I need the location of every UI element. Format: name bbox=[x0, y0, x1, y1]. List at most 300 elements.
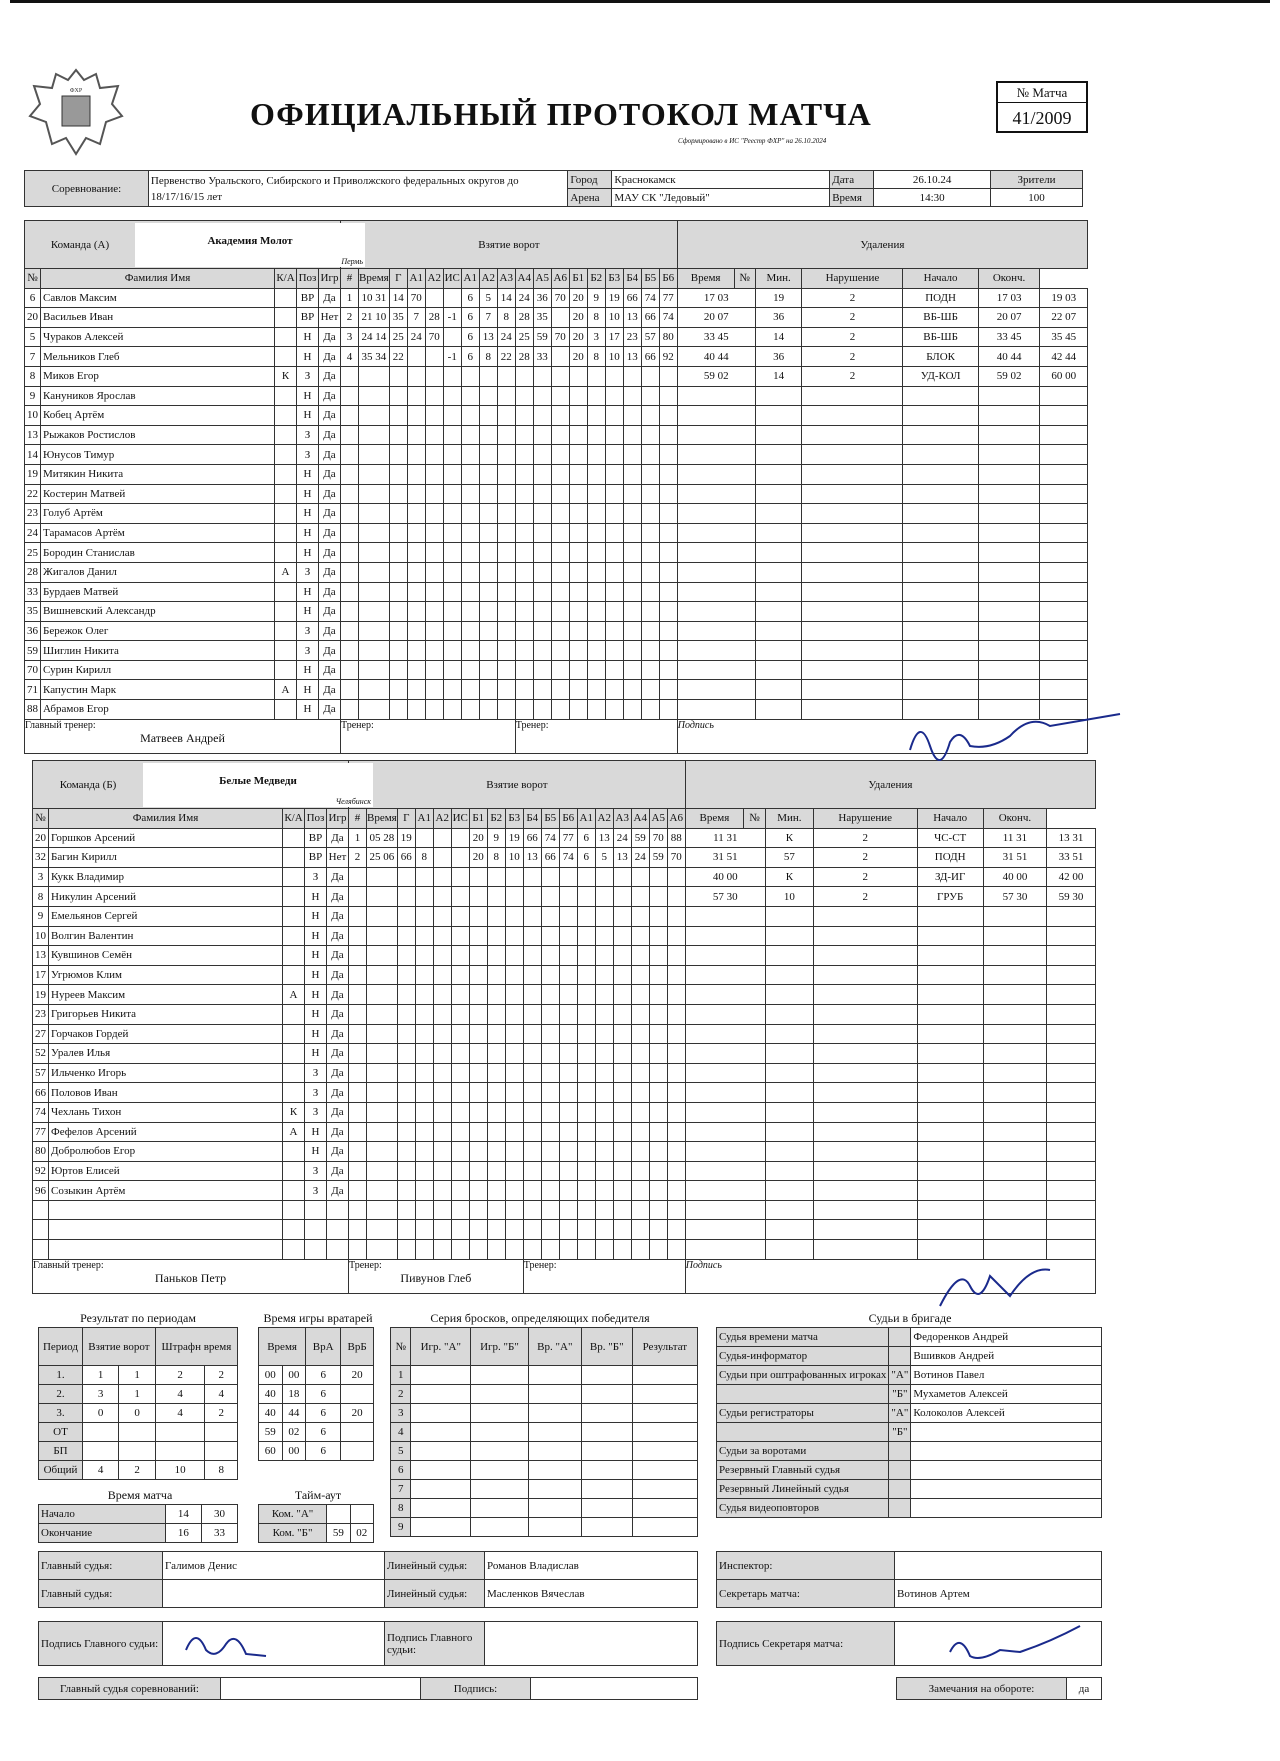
comp-ref-sign-label: Подпись: bbox=[421, 1678, 531, 1700]
goal-cell bbox=[541, 1063, 559, 1083]
col-header: ИС bbox=[443, 269, 461, 289]
player-cell: З bbox=[297, 445, 319, 465]
goal-cell bbox=[397, 1161, 415, 1181]
goal-cell bbox=[349, 946, 367, 966]
player-cell: Да bbox=[327, 1142, 349, 1162]
goal-cell: 20 bbox=[469, 828, 487, 848]
goal-cell bbox=[479, 425, 497, 445]
so-cell bbox=[632, 1499, 697, 1518]
period-cell: 4 bbox=[82, 1461, 118, 1480]
player-cell: 8 bbox=[33, 887, 49, 907]
goal-cell bbox=[367, 1024, 398, 1044]
goal-cell: 5 bbox=[479, 288, 497, 308]
goal-cell bbox=[407, 543, 425, 563]
goal-cell bbox=[559, 1200, 577, 1220]
goal-cell bbox=[415, 1181, 433, 1201]
goal-cell bbox=[595, 906, 613, 926]
shootout-row bbox=[391, 1404, 698, 1423]
main-ref-signature-icon bbox=[176, 1620, 276, 1666]
so-no: 2 bbox=[391, 1385, 411, 1404]
goal-cell bbox=[533, 641, 551, 661]
goal-cell bbox=[425, 523, 443, 543]
goal-cell bbox=[587, 406, 605, 426]
goal-cell bbox=[541, 1004, 559, 1024]
goal-cell: 13 bbox=[523, 848, 541, 868]
goal-cell bbox=[397, 946, 415, 966]
goal-cell bbox=[569, 386, 587, 406]
player-cell: ВР bbox=[305, 828, 327, 848]
goal-cell bbox=[487, 1240, 505, 1260]
gk-cell: 18 bbox=[282, 1385, 306, 1404]
team_a-row bbox=[25, 680, 1088, 700]
goal-cell bbox=[479, 660, 497, 680]
penalty-cell bbox=[983, 1004, 1046, 1024]
goal-cell: 70 bbox=[551, 288, 569, 308]
goal-cell bbox=[433, 965, 451, 985]
goal-cell bbox=[587, 700, 605, 720]
goal-cell bbox=[577, 906, 595, 926]
col-header: А6 bbox=[667, 809, 685, 829]
goal-cell bbox=[569, 523, 587, 543]
penalty-cell bbox=[903, 386, 978, 406]
goal-cell: 2 bbox=[349, 848, 367, 868]
goal-cell bbox=[541, 1200, 559, 1220]
penalty-cell bbox=[917, 1004, 983, 1024]
goal-cell bbox=[433, 906, 451, 926]
goal-cell bbox=[425, 504, 443, 524]
player-cell: Митякин Никита bbox=[41, 464, 275, 484]
goal-cell bbox=[349, 926, 367, 946]
goal-cell bbox=[415, 1220, 433, 1240]
goal-cell bbox=[359, 543, 390, 563]
penalty-cell: 14 bbox=[755, 327, 802, 347]
penalty-cell bbox=[802, 386, 903, 406]
penalty-cell: 2 bbox=[802, 347, 903, 367]
goal-cell bbox=[515, 406, 533, 426]
goal-cell bbox=[487, 1161, 505, 1181]
penalty-cell bbox=[1040, 602, 1088, 622]
penalty-cell: 42 00 bbox=[1047, 867, 1096, 887]
goal-cell bbox=[461, 504, 479, 524]
col-header: Г bbox=[397, 809, 415, 829]
goal-cell bbox=[613, 1083, 631, 1103]
penalty-cell bbox=[802, 660, 903, 680]
goal-cell bbox=[469, 1142, 487, 1162]
goal-cell bbox=[415, 1161, 433, 1181]
penalty-cell: 36 bbox=[755, 347, 802, 367]
goal-cell bbox=[533, 621, 551, 641]
penalty-cell: 57 30 bbox=[983, 887, 1046, 907]
col-header: # bbox=[341, 269, 359, 289]
player-cell: Да bbox=[319, 464, 341, 484]
player-cell: 6 bbox=[25, 288, 41, 308]
player-cell bbox=[305, 1240, 327, 1260]
goal-cell bbox=[649, 1142, 667, 1162]
penalty-cell bbox=[802, 464, 903, 484]
goal-cell: 6 bbox=[577, 828, 595, 848]
shootout-row bbox=[391, 1366, 698, 1385]
penalty-cell bbox=[917, 946, 983, 966]
goal-cell: 35 34 bbox=[359, 347, 390, 367]
player-cell bbox=[283, 1024, 305, 1044]
goal-cell bbox=[389, 602, 407, 622]
goal-cell bbox=[659, 523, 677, 543]
goal-cell bbox=[533, 582, 551, 602]
col-header: Оконч. bbox=[978, 269, 1040, 289]
gk-cell: 00 bbox=[259, 1366, 283, 1385]
player-cell: ВР bbox=[305, 848, 327, 868]
referee-row bbox=[717, 1461, 1102, 1480]
goal-cell bbox=[479, 464, 497, 484]
player-cell: Нет bbox=[327, 848, 349, 868]
player-cell: Да bbox=[327, 1102, 349, 1122]
team_b-row bbox=[33, 985, 1096, 1005]
goal-cell bbox=[415, 965, 433, 985]
goal-cell bbox=[433, 887, 451, 907]
goal-cell bbox=[367, 867, 398, 887]
goal-cell bbox=[641, 700, 659, 720]
goal-cell bbox=[551, 660, 569, 680]
goal-cell bbox=[505, 946, 523, 966]
goal-cell bbox=[349, 1024, 367, 1044]
goal-cell bbox=[367, 946, 398, 966]
goal-cell: 20 bbox=[569, 288, 587, 308]
goal-cell bbox=[595, 965, 613, 985]
goal-cell bbox=[505, 1044, 523, 1064]
penalty-cell bbox=[983, 1044, 1046, 1064]
goal-cell bbox=[587, 523, 605, 543]
goal-cell bbox=[349, 965, 367, 985]
so-cell bbox=[632, 1442, 697, 1461]
gk-cell: 20 bbox=[341, 1404, 374, 1423]
goal-cell bbox=[487, 946, 505, 966]
player-cell: Да bbox=[327, 965, 349, 985]
player-cell: Да bbox=[327, 867, 349, 887]
player-cell: Н bbox=[297, 602, 319, 622]
goal-cell bbox=[649, 1161, 667, 1181]
penalty-cell: ВБ-ШБ bbox=[903, 308, 978, 328]
penalty-cell bbox=[917, 1200, 983, 1220]
ref-role: Судьи при оштрафованных игроках bbox=[717, 1366, 889, 1385]
timeout-b-label: Ком. "Б" bbox=[259, 1524, 327, 1543]
main-ref-signature-table bbox=[38, 1621, 698, 1666]
so-cell bbox=[411, 1404, 471, 1423]
team_b-city: Челябинск bbox=[335, 796, 371, 806]
refs-title: Судьи в бригаде bbox=[868, 1311, 952, 1325]
period-row bbox=[39, 1461, 238, 1480]
goal-cell bbox=[469, 867, 487, 887]
penalty-cell bbox=[983, 1200, 1046, 1220]
period-cell: 4 bbox=[205, 1385, 238, 1404]
player-cell bbox=[275, 543, 297, 563]
goal-cell bbox=[595, 1063, 613, 1083]
goal-cell bbox=[641, 562, 659, 582]
goal-cell bbox=[523, 1063, 541, 1083]
goal-cell bbox=[659, 641, 677, 661]
goal-cell bbox=[595, 1161, 613, 1181]
ref-team bbox=[889, 1461, 911, 1480]
goal-cell bbox=[407, 484, 425, 504]
goal-cell bbox=[667, 1181, 685, 1201]
goal-cell bbox=[649, 867, 667, 887]
goal-cell bbox=[605, 425, 623, 445]
shootout-row bbox=[391, 1499, 698, 1518]
arena-label: Арена bbox=[568, 189, 612, 207]
penalty-cell bbox=[978, 582, 1040, 602]
col-header: Б6 bbox=[559, 809, 577, 829]
penalty-cell bbox=[685, 946, 765, 966]
goal-cell bbox=[569, 366, 587, 386]
goal-cell: 74 bbox=[541, 828, 559, 848]
penalty-cell bbox=[1047, 1024, 1096, 1044]
so-no: 7 bbox=[391, 1480, 411, 1499]
penalty-cell bbox=[677, 602, 755, 622]
player-cell: 71 bbox=[25, 680, 41, 700]
so-cell bbox=[471, 1404, 529, 1423]
penalty-cell bbox=[755, 660, 802, 680]
penalty-cell bbox=[1047, 1181, 1096, 1201]
goal-cell bbox=[479, 386, 497, 406]
goal-cell bbox=[541, 1142, 559, 1162]
goal-cell bbox=[667, 887, 685, 907]
gk-cell: 20 bbox=[341, 1366, 374, 1385]
team_a-city: Пермь bbox=[341, 256, 363, 266]
goal-cell bbox=[605, 641, 623, 661]
player-cell: К bbox=[283, 1102, 305, 1122]
match-start-m: 30 bbox=[201, 1505, 237, 1524]
goal-cell bbox=[623, 582, 641, 602]
penalty-cell bbox=[917, 1161, 983, 1181]
goal-cell: 2 bbox=[341, 308, 359, 328]
period-cell: 2. bbox=[39, 1385, 83, 1404]
goal-cell bbox=[461, 602, 479, 622]
goal-cell bbox=[451, 906, 469, 926]
goal-cell bbox=[487, 1181, 505, 1201]
penalty-cell bbox=[1040, 641, 1088, 661]
goal-cell bbox=[397, 906, 415, 926]
goal-cell bbox=[341, 641, 359, 661]
goal-cell bbox=[497, 660, 515, 680]
goal-cell bbox=[443, 602, 461, 622]
shootout-row bbox=[391, 1480, 698, 1499]
penalty-cell bbox=[765, 985, 813, 1005]
goal-cell: 22 bbox=[389, 347, 407, 367]
goal-cell bbox=[451, 887, 469, 907]
goal-cell bbox=[641, 386, 659, 406]
goal-cell bbox=[397, 965, 415, 985]
goal-cell bbox=[577, 965, 595, 985]
penalty-cell: ВБ-ШБ bbox=[903, 327, 978, 347]
penalty-cell: 20 07 bbox=[677, 308, 755, 328]
penalty-cell bbox=[1040, 660, 1088, 680]
goal-cell bbox=[341, 484, 359, 504]
goal-cell: 05 28 bbox=[367, 828, 398, 848]
player-cell: Н bbox=[297, 543, 319, 563]
player-cell: 52 bbox=[33, 1044, 49, 1064]
penalty-cell bbox=[903, 680, 978, 700]
goal-cell bbox=[587, 366, 605, 386]
goal-cell bbox=[367, 1161, 398, 1181]
goal-cell bbox=[469, 906, 487, 926]
goal-cell bbox=[641, 406, 659, 426]
goal-cell bbox=[541, 1181, 559, 1201]
goal-cell bbox=[349, 1102, 367, 1122]
goal-cell bbox=[469, 946, 487, 966]
col-header: Б5 bbox=[541, 809, 559, 829]
player-cell: Да bbox=[327, 887, 349, 907]
penalty-cell bbox=[755, 621, 802, 641]
goal-cell bbox=[523, 1240, 541, 1260]
goal-cell bbox=[469, 1004, 487, 1024]
player-cell: 70 bbox=[25, 660, 41, 680]
goal-cell bbox=[415, 828, 433, 848]
period-cell: 1 bbox=[82, 1366, 118, 1385]
player-cell: Н bbox=[297, 347, 319, 367]
player-cell bbox=[275, 386, 297, 406]
goal-cell bbox=[523, 926, 541, 946]
period-cell: 10 bbox=[155, 1461, 205, 1480]
goal-cell: 10 bbox=[605, 308, 623, 328]
team_b-row bbox=[33, 1200, 1096, 1220]
player-cell bbox=[275, 406, 297, 426]
goal-cell bbox=[461, 406, 479, 426]
penalty-cell bbox=[1047, 985, 1096, 1005]
goal-cell bbox=[505, 1024, 523, 1044]
team_b-row bbox=[33, 1083, 1096, 1103]
goal-cell bbox=[559, 1161, 577, 1181]
penalty-cell: 11 31 bbox=[983, 828, 1046, 848]
goal-cell: 19 bbox=[505, 828, 523, 848]
player-cell bbox=[283, 1240, 305, 1260]
referees-table bbox=[716, 1327, 1102, 1518]
goal-cell: 66 bbox=[523, 828, 541, 848]
penalty-cell: 40 00 bbox=[685, 867, 765, 887]
goal-cell bbox=[407, 641, 425, 661]
goal-cell bbox=[497, 504, 515, 524]
goal-cell bbox=[349, 1181, 367, 1201]
goal-cell bbox=[569, 445, 587, 465]
goal-cell bbox=[523, 1004, 541, 1024]
player-cell: Н bbox=[297, 406, 319, 426]
goal-cell bbox=[415, 1122, 433, 1142]
goal-cell bbox=[407, 425, 425, 445]
goal-cell bbox=[595, 1122, 613, 1142]
player-cell: Да bbox=[319, 484, 341, 504]
col-header: А4 bbox=[631, 809, 649, 829]
goal-cell bbox=[541, 887, 559, 907]
goal-cell bbox=[523, 1220, 541, 1240]
penalty-cell bbox=[1040, 523, 1088, 543]
goal-cell bbox=[577, 887, 595, 907]
goal-cell bbox=[623, 445, 641, 465]
team_b-goals-title: Взятие ворот bbox=[349, 761, 686, 809]
goal-cell bbox=[487, 1004, 505, 1024]
so-cell bbox=[581, 1461, 632, 1480]
player-cell: Да bbox=[327, 946, 349, 966]
goal-cell bbox=[515, 680, 533, 700]
penalty-cell bbox=[917, 1181, 983, 1201]
goal-cell bbox=[559, 1122, 577, 1142]
goal-cell bbox=[479, 543, 497, 563]
goal-cell: 13 bbox=[623, 308, 641, 328]
goal-cell bbox=[533, 523, 551, 543]
so-col-no: № bbox=[391, 1328, 411, 1366]
team_b-row bbox=[33, 1142, 1096, 1162]
penalty-cell bbox=[813, 1063, 917, 1083]
penalty-cell bbox=[1040, 582, 1088, 602]
federation-emblem-icon bbox=[26, 64, 126, 160]
goal-cell bbox=[397, 985, 415, 1005]
goal-cell bbox=[659, 366, 677, 386]
goal-cell bbox=[479, 602, 497, 622]
penalty-cell: 31 51 bbox=[983, 848, 1046, 868]
goal-cell bbox=[667, 1220, 685, 1240]
goal-cell bbox=[451, 985, 469, 1005]
team_a-pen-title: Удаления bbox=[677, 221, 1087, 269]
goal-cell bbox=[341, 366, 359, 386]
goal-cell bbox=[341, 543, 359, 563]
goal-cell bbox=[397, 1142, 415, 1162]
goal-cell bbox=[559, 1083, 577, 1103]
goal-cell bbox=[341, 386, 359, 406]
goal-cell bbox=[649, 1024, 667, 1044]
goal-cell bbox=[451, 1142, 469, 1162]
goal-cell bbox=[443, 386, 461, 406]
goal-cell bbox=[515, 602, 533, 622]
goal-cell bbox=[551, 543, 569, 563]
goal-cell bbox=[605, 406, 623, 426]
col-header: № bbox=[25, 269, 41, 289]
goal-cell bbox=[667, 965, 685, 985]
goal-cell: 20 bbox=[569, 308, 587, 328]
penalty-cell bbox=[813, 1220, 917, 1240]
goal-cell bbox=[349, 1142, 367, 1162]
player-cell: Да bbox=[319, 523, 341, 543]
goal-cell bbox=[443, 327, 461, 347]
penalty-cell: ЗД-ИГ bbox=[917, 867, 983, 887]
player-cell: Сурин Кирилл bbox=[41, 660, 275, 680]
penalty-cell bbox=[917, 1063, 983, 1083]
periods-col-period: Период bbox=[39, 1328, 83, 1366]
player-cell: Да bbox=[327, 1063, 349, 1083]
gk-cell: 40 bbox=[259, 1404, 283, 1423]
goal-cell bbox=[541, 1102, 559, 1122]
goal-cell bbox=[569, 621, 587, 641]
player-cell: 8 bbox=[25, 366, 41, 386]
penalty-cell bbox=[677, 386, 755, 406]
goal-cell bbox=[659, 543, 677, 563]
goal-cell bbox=[559, 906, 577, 926]
penalty-cell bbox=[685, 1102, 765, 1122]
goal-cell bbox=[461, 366, 479, 386]
team_a-name: Академия Молот Пермь bbox=[135, 223, 365, 267]
period-cell: БП bbox=[39, 1442, 83, 1461]
col-header: К/А bbox=[283, 809, 305, 829]
ref-name bbox=[911, 1423, 1102, 1442]
goal-cell bbox=[443, 366, 461, 386]
goal-cell bbox=[595, 985, 613, 1005]
goal-cell bbox=[407, 602, 425, 622]
goal-cell bbox=[623, 504, 641, 524]
so-cell bbox=[528, 1404, 581, 1423]
player-cell bbox=[283, 1063, 305, 1083]
goal-cell bbox=[505, 965, 523, 985]
goal-cell bbox=[551, 347, 569, 367]
goal-cell bbox=[367, 985, 398, 1005]
goal-cell bbox=[469, 1220, 487, 1240]
goal-cell bbox=[551, 366, 569, 386]
penalty-cell bbox=[685, 965, 765, 985]
